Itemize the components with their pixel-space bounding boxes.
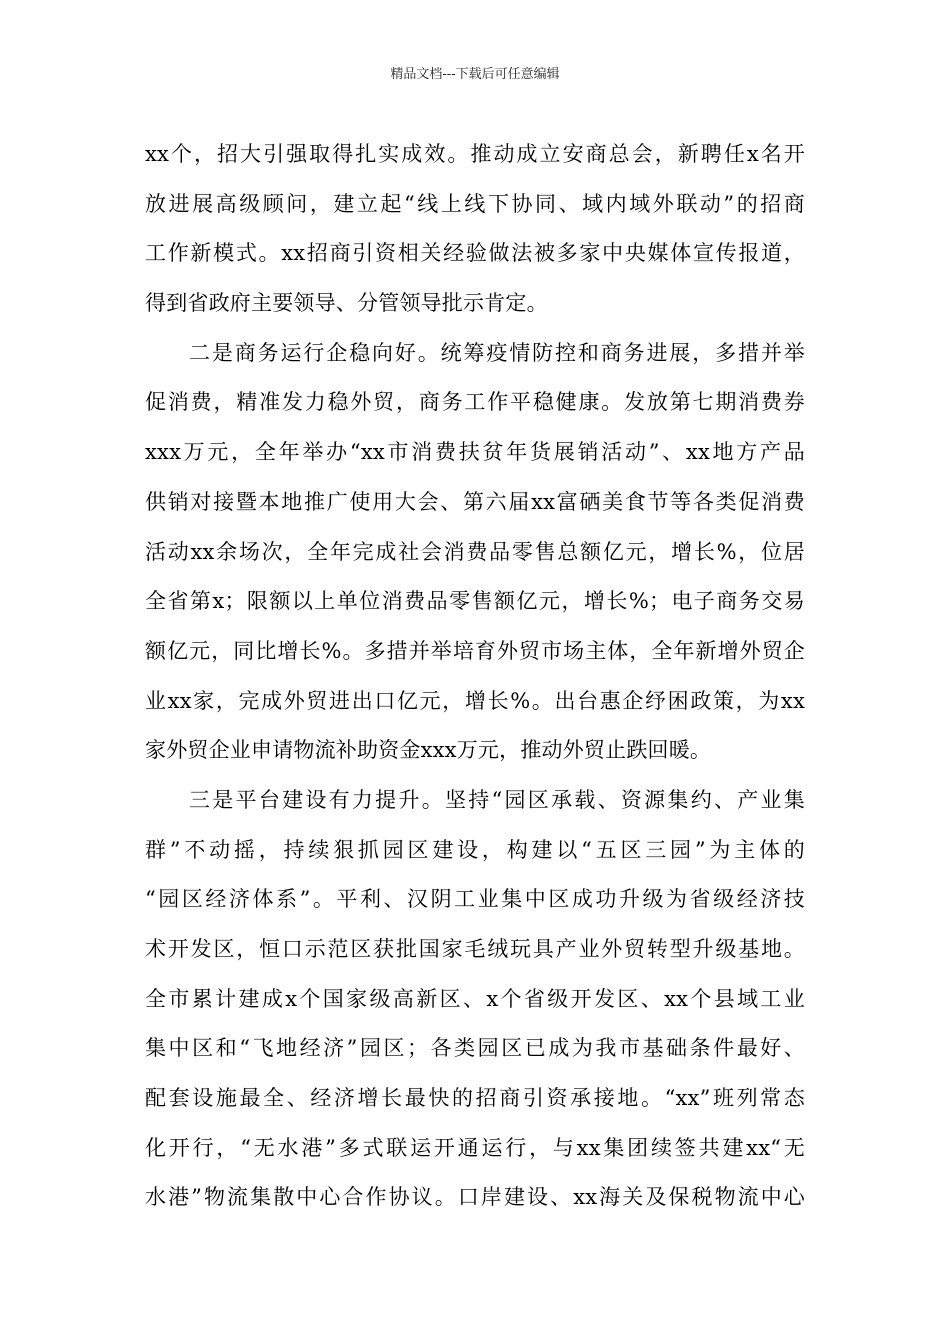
text-line: xxx万元，全年举办“xx市消费扶贫年货展销活动”、xx地方产品 [145,440,805,465]
paragraph-first-line: 三是平台建设有力提升。坚持“园区承载、资源集约、产业集 [189,787,805,812]
text-line: 得到省政府主要领导、分管领导批示肯定。 [145,291,548,316]
text-line: 集中区和“飞地经济”园区；各类园区已成为我市基础条件最好、 [145,1036,805,1061]
text-line: 工作新模式。xx招商引资相关经验做法被多家中央媒体宣传报道， [145,241,805,266]
text-line: xx个，招大引强取得扎实成效。推动成立安商总会，新聘任x名开 [145,142,805,166]
text-line: 化开行，“无水港”多式联运开通运行，与xx集团续签共建xx“无 [145,1135,805,1160]
text-line: 促消费，精准发力稳外贸，商务工作平稳健康。发放第七期消费券 [145,390,805,415]
text-line: 活动xx余场次，全年完成社会消费品零售总额亿元，增长%，位居 [145,539,805,564]
text-line: 家外贸企业申请物流补助资金xxx万元，推动外贸止跌回暖。 [145,738,712,763]
text-line: 群”不动摇，持续狠抓园区建设，构建以“五区三园”为主体的 [145,837,805,862]
body-text [145,134,805,1227]
text-line: 供销对接暨本地推广使用大会、第六届xx富硒美食节等各类促消费 [145,489,805,514]
text-line: 水港”物流集散中心合作协议。口岸建设、xx海关及保税物流中心 [145,1185,805,1210]
text-line: 配套设施最全、经济增长最快的招商引资承接地。“xx”班列常态 [145,1086,805,1111]
text-line: 全市累计建成x个国家级高新区、x个省级开发区、xx个县域工业 [145,986,805,1011]
text-line: 全省第x；限额以上单位消费品零售额亿元，增长%；电子商务交易 [145,589,805,614]
text-line: 放进展高级顾问，建立起“线上线下协同、域内域外联动”的招商 [145,191,805,216]
paragraph-first-line: 二是商务运行企稳向好。统筹疫情防控和商务进展，多措并举 [189,340,805,365]
text-line: 术开发区，恒口示范区获批国家毛绒玩具产业外贸转型升级基地。 [145,937,805,961]
text-line: 业xx家，完成外贸进出口亿元，增长%。出台惠企纾困政策，为xx [145,688,805,713]
text-line: “园区经济体系”。平利、汉阴工业集中区成功升级为省级经济技 [145,887,805,912]
text-line: 额亿元，同比增长%。多措并举培育外贸市场主体，全年新增外贸企 [145,638,805,663]
page-header: 精品文档---下载后可任意编辑 [390,67,560,82]
